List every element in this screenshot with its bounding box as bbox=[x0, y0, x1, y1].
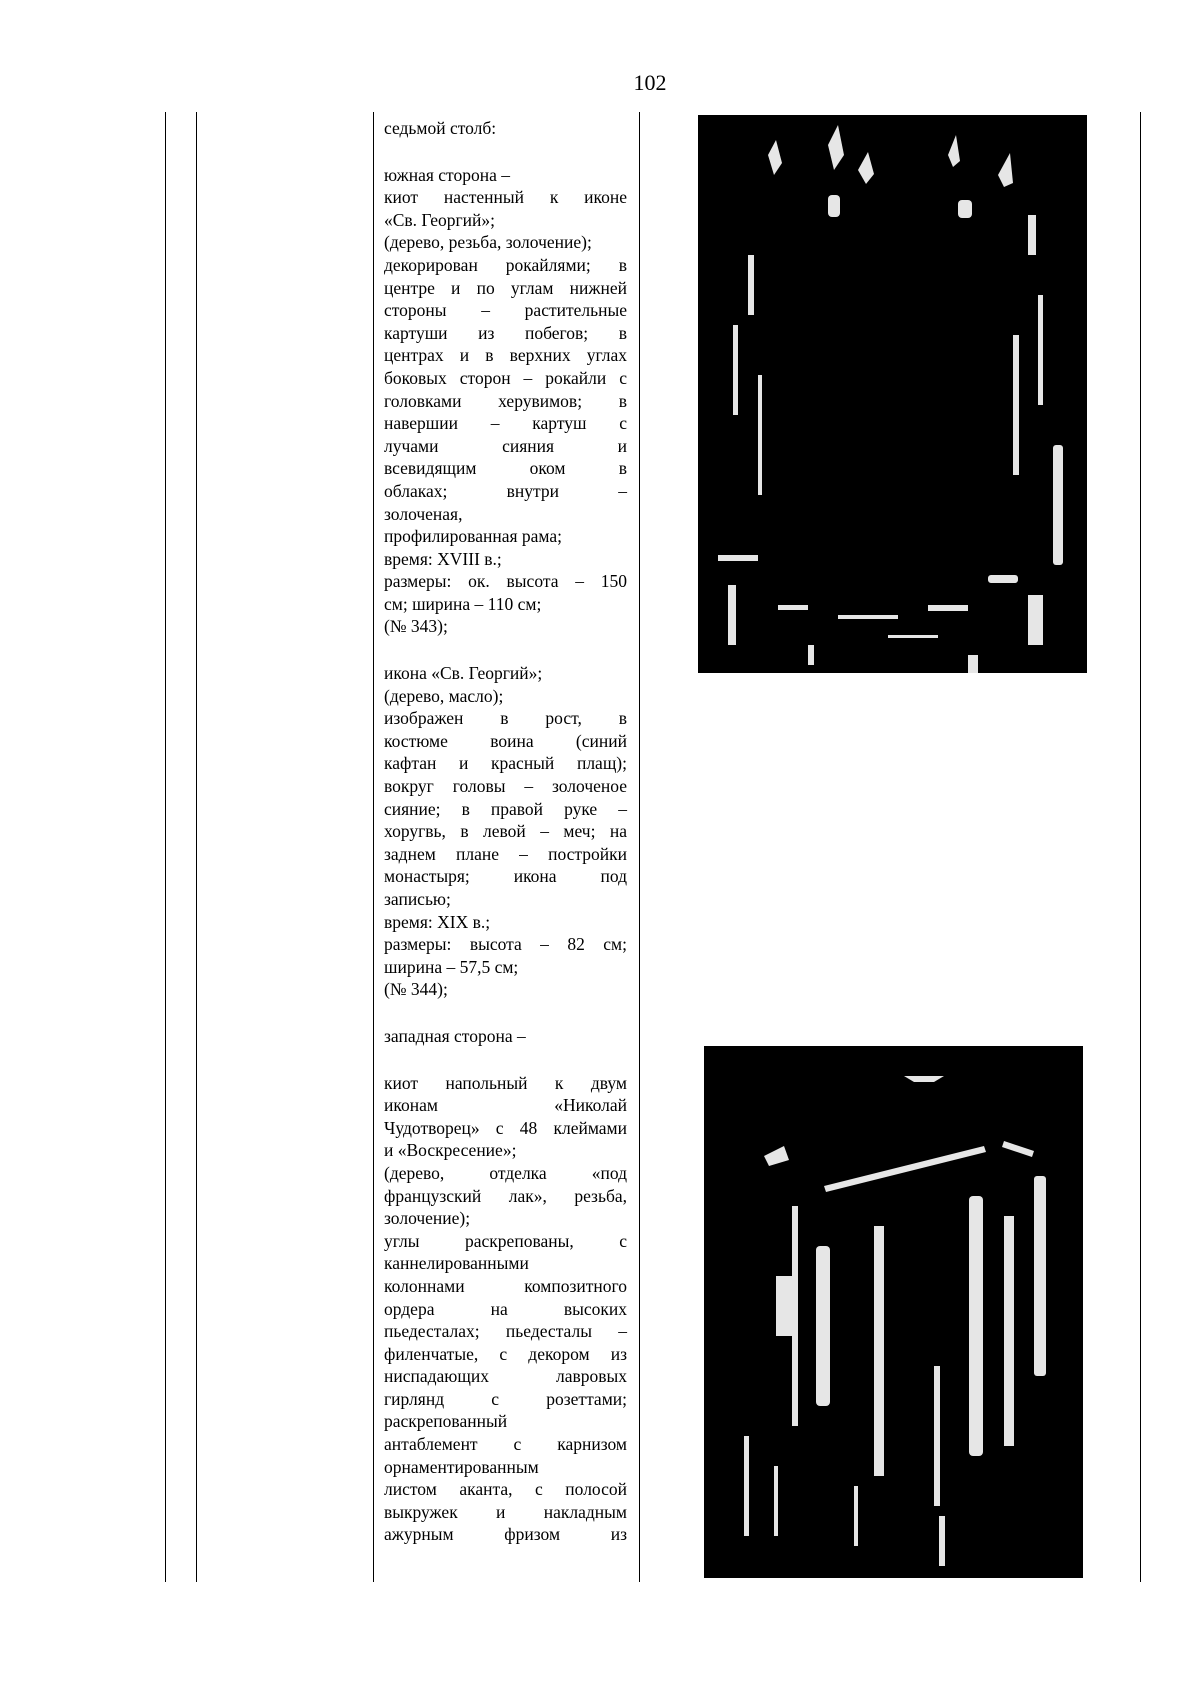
text-line: и «Воскресение»; bbox=[384, 1140, 517, 1161]
text-line: заднем плане – постройки bbox=[384, 843, 627, 864]
description-block bbox=[384, 117, 627, 140]
text-line: ширина – 57,5 см; bbox=[384, 956, 519, 977]
text-line: Чудотворец» с 48 клеймами bbox=[384, 1117, 627, 1138]
text-line: золочение); bbox=[384, 1208, 471, 1229]
block-gap bbox=[384, 1048, 627, 1072]
text-line: пьедесталах; пьедесталы – bbox=[384, 1321, 627, 1342]
text-line: монастыря; икона под bbox=[384, 866, 627, 887]
text-line: (дерево, масло); bbox=[384, 685, 504, 706]
text-line: западная сторона – bbox=[384, 1025, 526, 1046]
text-line: (дерево, резьба, золочение); bbox=[384, 232, 592, 253]
text-line: каннелированными bbox=[384, 1253, 529, 1274]
text-line: седьмой столб: bbox=[384, 118, 497, 138]
text-line: центре и по углам нижней bbox=[384, 277, 627, 298]
description-block bbox=[384, 1025, 627, 1048]
text-line: боковых сторон – рокайли с bbox=[384, 367, 627, 388]
text-line: головками херувимов; в bbox=[384, 390, 627, 411]
kiot-wall-photo bbox=[698, 115, 1087, 673]
text-line: навершии – картуш с bbox=[384, 413, 627, 434]
text-line: сияние; в правой руке – bbox=[384, 798, 627, 819]
text-line: золоченая, bbox=[384, 503, 463, 524]
text-line: костюме воина (синий bbox=[384, 730, 627, 751]
text-line: профилированная рама; bbox=[384, 526, 562, 547]
text-line: записью; bbox=[384, 889, 451, 909]
text-line: киот напольный к двум bbox=[384, 1072, 627, 1093]
text-line: центрах и в верхних углах bbox=[384, 345, 627, 366]
text-line: (№ 343); bbox=[384, 616, 448, 637]
text-line: икона «Св. Георгий»; bbox=[384, 663, 543, 684]
text-line: гирлянд с розеттами; bbox=[384, 1388, 627, 1409]
photo-kiot-wall-georgy-icon bbox=[698, 115, 1087, 673]
description-block bbox=[384, 164, 627, 638]
text-line: «Св. Георгий»; bbox=[384, 209, 496, 230]
table-rule-left-outer bbox=[165, 112, 166, 1582]
text-line: картуши из побегов; в bbox=[384, 322, 627, 343]
text-line: лучами сияния и bbox=[384, 435, 627, 456]
text-line: облаках; внутри – bbox=[384, 480, 627, 501]
table-rule-left-inner bbox=[196, 112, 197, 1582]
text-line: киот настенный к иконе bbox=[384, 187, 627, 208]
text-line: листом аканта, с полосой bbox=[384, 1479, 627, 1500]
text-line: всевидящим оком в bbox=[384, 458, 627, 479]
text-line: антаблемент с карнизом bbox=[384, 1434, 627, 1455]
photo-kiot-floor-nikolai-icon bbox=[704, 1046, 1083, 1578]
text-line: см; ширина – 110 см; bbox=[384, 593, 542, 614]
block-gap bbox=[384, 1001, 627, 1025]
block-gap bbox=[384, 638, 627, 662]
text-line: раскрепованный bbox=[384, 1411, 508, 1432]
text-line: орнаментированным bbox=[384, 1456, 539, 1477]
table-rule-text-left bbox=[373, 112, 374, 1582]
text-line: время: XVIII в.; bbox=[384, 548, 502, 569]
text-line: декорирован рокайлями; в bbox=[384, 254, 627, 275]
text-line: ажурным фризом из bbox=[384, 1524, 627, 1545]
text-line: филенчатые, с декором из bbox=[384, 1343, 627, 1364]
table-rule-right-outer bbox=[1140, 112, 1141, 1582]
text-line: колоннами композитного bbox=[384, 1275, 627, 1296]
text-line: углы раскрепованы, с bbox=[384, 1230, 627, 1251]
description-column bbox=[384, 117, 627, 1546]
text-line: (дерево, отделка «под bbox=[384, 1162, 627, 1183]
text-line: выкружек и накладным bbox=[384, 1501, 627, 1522]
text-line: вокруг головы – золоченое bbox=[384, 776, 627, 797]
description-block bbox=[384, 662, 627, 1001]
text-line: южная сторона – bbox=[384, 164, 510, 185]
table-rule-text-right bbox=[639, 112, 640, 1582]
text-line: хоругвь, в левой – меч; на bbox=[384, 821, 627, 842]
page-number: 102 bbox=[633, 70, 667, 95]
kiot-floor-photo bbox=[704, 1046, 1083, 1578]
text-line: ниспадающих лавровых bbox=[384, 1366, 627, 1387]
text-line: (№ 344); bbox=[384, 979, 448, 1000]
description-block bbox=[384, 1072, 627, 1546]
text-line: иконам «Николай bbox=[384, 1095, 627, 1116]
text-line: кафтан и красный плащ); bbox=[384, 753, 627, 774]
block-gap bbox=[384, 140, 627, 164]
text-line: ордера на высоких bbox=[384, 1298, 627, 1319]
text-line: размеры: ок. высота – 150 bbox=[384, 571, 627, 592]
text-line: размеры: высота – 82 см; bbox=[384, 934, 627, 955]
text-line: время: XIX в.; bbox=[384, 911, 491, 932]
text-line: французский лак», резьба, bbox=[384, 1185, 627, 1206]
text-line: изображен в рост, в bbox=[384, 708, 627, 729]
text-line: стороны – растительные bbox=[384, 300, 627, 321]
